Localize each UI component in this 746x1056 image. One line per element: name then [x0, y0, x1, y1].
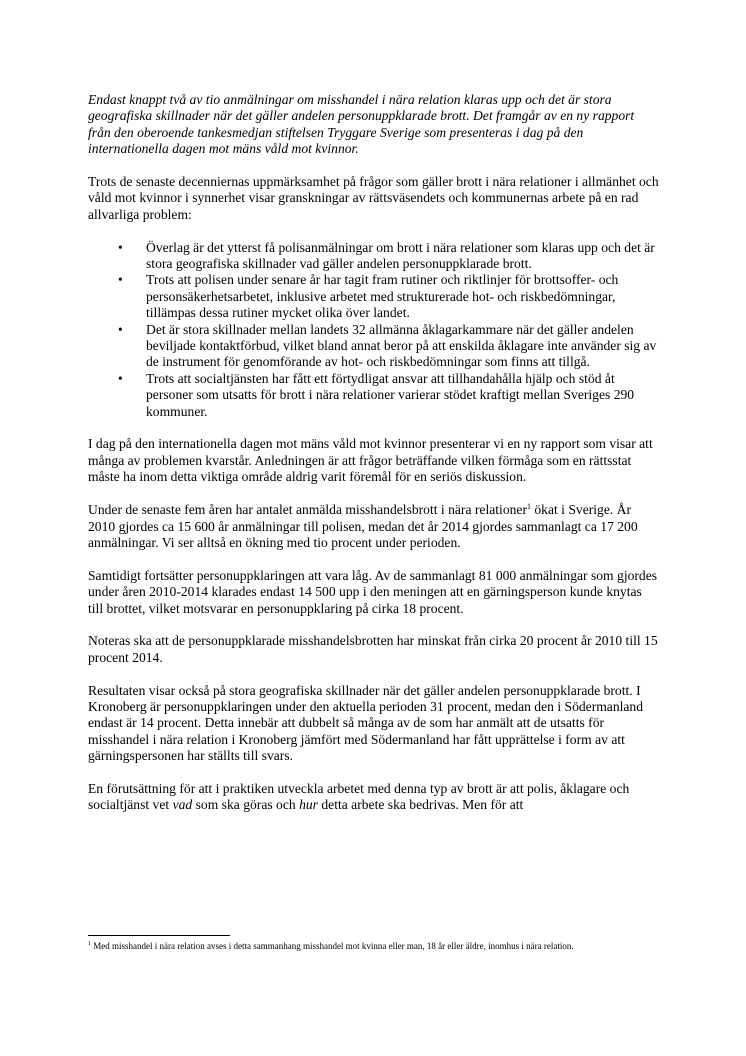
- intro-paragraph: Trots de senaste decenniernas uppmärksamhet på frågor som gäller brott i nära relationer i allmänhet och våld mot kvinnor i synnerhet visar granskningar av rättsväsendets och kommunernas arbete på en rad allvarliga problem:: [88, 174, 659, 222]
- stats-text-before: Under de senaste fem åren har antalet anmälda misshandelsbrott i nära relationer: [88, 502, 527, 518]
- bullet-icon: •: [118, 272, 123, 288]
- list-item: [118, 370, 660, 420]
- bullet-icon: •: [118, 321, 123, 337]
- emphasis-what: vad: [172, 797, 193, 813]
- document-body: [88, 92, 660, 830]
- prerequisite-text-3: detta arbete ska bedrivas. Men för att: [317, 797, 524, 813]
- list-item-text: Det är stora skillnader mellan landets 32 allmänna åklagarkammare när det gäller andelen beviljade kontaktförbud, vilket bland annat beror på att enskilda åklagare inte använder sig av de instrument för genomförande av hot- och riskbedömningar som finns att tillgå.: [146, 321, 657, 370]
- stats-text-after: ökat i Sverige. År 2010 gjordes ca 15 600 år anmälningar till polisen, medan det år 2014 gjordes sammanlagt ca 17 200 anmälningar. Vi ser alltså en ökning med tio procent under perioden.: [88, 502, 638, 550]
- list-item: [118, 239, 660, 273]
- prerequisite-paragraph: [88, 781, 660, 814]
- prerequisite-text-2: som ska göras och: [192, 797, 300, 813]
- regional-paragraph: Resultaten visar också på stora geografiska skillnader när det gäller andelen personuppklarade brott. I Kronoberg är personuppklaringen under den aktuella perioden 31 procent, medan den i Södermanland endast är 14 procent. Detta innebär att dubbelt så många av de som har anmält att de utsatts för misshandel i nära relation i Kronoberg jämfört med Södermanland har fått upprättelse i form av att gärningspersonen har ställts till svars.: [88, 682, 644, 764]
- clearance-paragraph: Samtidigt fortsätter personuppklaringen att vara låg. Av de sammanlagt 81 000 anmälningar som gjordes under åren 2010-2014 klarades endast 14 500 upp i den meningen att en gärningsperson kunde knytas till brottet, vilket motsvarar en personuppklaring på cirka 18 procent.: [88, 567, 658, 616]
- footnote-divider: [88, 935, 230, 936]
- issues-list: [88, 240, 660, 420]
- footnote-number: 1: [88, 941, 91, 947]
- footnote: [88, 941, 660, 952]
- footnote-reference: 1: [526, 502, 531, 512]
- list-item: [118, 272, 660, 321]
- emphasis-how: hur: [299, 797, 318, 813]
- decline-paragraph: Noteras ska att de personuppklarade misshandelsbrotten har minskat från cirka 20 procent år 2010 till 15 procent 2014.: [88, 633, 658, 665]
- report-paragraph: I dag på den internationella dagen mot mäns våld mot kvinnor presenterar vi en ny rapport som visar att många av problemen kvarstår. Anledningen är att frågor beträffande vilken förmåga som en rättsstat måste ha inom detta viktiga område aldrig varit föremål för en seriös diskussion.: [88, 436, 653, 485]
- prerequisite-text-1: En förutsättning för att i praktiken utveckla arbetet med denna typ av brott är att polis, åklagare och socialtjänst vet: [88, 780, 630, 813]
- stats-paragraph: [88, 502, 660, 551]
- lead-paragraph: Endast knappt två av tio anmälningar om misshandel i nära relation klaras upp och det är stora geografiska skillnader när det gäller andelen personuppklarade brott. Det framgår av en ny rapport från den oberoende tankesmedjan stiftelsen Tryggare Sverige som presenteras i dag på den internationella dagen mot mäns våld mot kvinnor.: [88, 92, 635, 157]
- list-item-text: Trots att polisen under senare år har tagit fram rutiner och riktlinjer för brottsoffer- och personsäkerhetsarbetet, inklusive arbetet med strukturerade hot- och riskbedömningar, tillämpas dessa rutiner mycket olika över landet.: [146, 272, 619, 321]
- list-item: [118, 321, 660, 371]
- bullet-icon: •: [118, 239, 123, 255]
- footnote-text: Med misshandel i nära relation avses i detta sammanhang misshandel mot kvinna eller man, 18 år eller äldre, inomhus i nära relation.: [91, 941, 574, 951]
- list-item-text: Överlag är det ytterst få polisanmälningar om brott i nära relationer som klaras upp och det är stora geografiska skillnader vad gäller andelen personuppklarade brott.: [146, 239, 655, 272]
- list-item-text: Trots att socialtjänsten har fått ett förtydligat ansvar att tillhandahålla hjälp och stöd åt personer som utsatts för brott i nära relationer varierar stödet kraftigt mellan Sveriges 290 kommuner.: [146, 370, 635, 419]
- bullet-icon: •: [118, 370, 123, 386]
